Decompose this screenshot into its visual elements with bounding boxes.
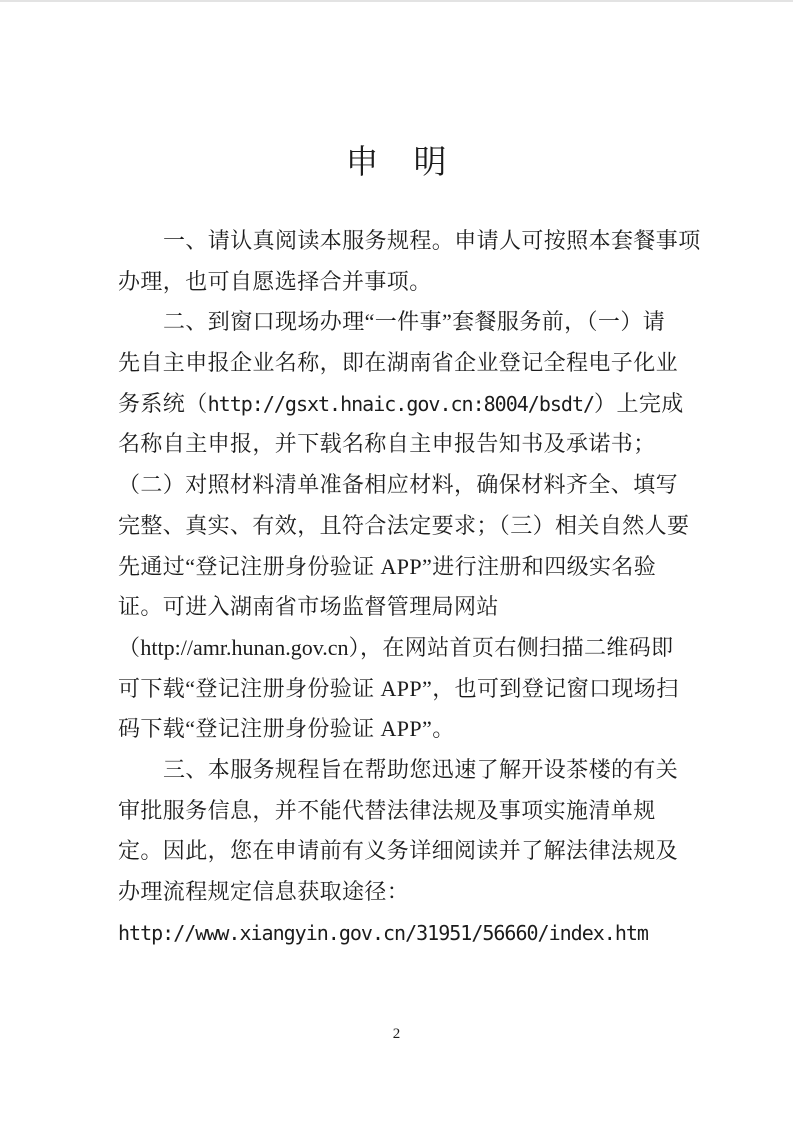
paragraph-text: 审批服务信息，并不能代替法律法规及事项实施清单规: [118, 797, 656, 823]
paragraph-text: 先通过“登记注册身份验证 APP”进行注册和四级实名验: [118, 553, 657, 579]
text-line: [118, 628, 678, 669]
url-text: http://www.xiangyin.gov.cn/31951/56660/index.htm: [118, 920, 648, 945]
paragraph-text: 先自主申报企业名称，即在湖南省企业登记全程电子化业: [118, 350, 679, 376]
paragraph-text: 完整、真实、有效，且符合法定要求；（三）相关自然人要: [118, 512, 690, 538]
text-line: [118, 791, 678, 832]
text-line: [118, 669, 678, 710]
document-body: [118, 221, 701, 953]
paragraph-text: 定。因此，您在申请前有义务详细阅读并了解法律法规及: [118, 838, 679, 864]
page-title: 申 明: [345, 145, 448, 181]
paragraph-text: 码下载“登记注册身份验证 APP”。: [118, 716, 455, 742]
paragraph-text: 二、到窗口现场办理“一件事”套餐服务前，（一）请: [163, 309, 666, 335]
paragraph-text: 三、本服务规程旨在帮助您迅速了解开设茶楼的有关: [163, 756, 679, 782]
text-line: [118, 913, 678, 954]
paragraph-text: 一、请认真阅读本服务规程。申请人可按照本套餐事项: [163, 228, 701, 253]
paragraph-text: （二）对照材料清单准备相应材料，确保材料齐全、填写: [118, 472, 679, 498]
paragraph-text: 办理，也可自愿选择合并事项。: [118, 268, 432, 294]
text-line: [118, 384, 684, 425]
text-line: [118, 506, 690, 547]
text-line: [118, 587, 678, 628]
paragraph-text: （: [118, 634, 141, 660]
text-line: [118, 872, 678, 913]
text-line: [118, 424, 678, 465]
paragraph-text: ）上完成: [594, 390, 684, 416]
paragraph-text: 可下载“登记注册身份验证 APP”，也可到登记窗口现场扫: [118, 675, 679, 701]
text-line: [118, 343, 678, 384]
text-line: [118, 465, 678, 506]
page-number: 2: [392, 1026, 401, 1042]
text-line: [118, 709, 678, 750]
paragraph-text: 证。可进入湖南省市场监督管理局网站: [118, 594, 499, 620]
paragraph-text: 务系统（: [118, 390, 208, 416]
paragraph-text: 办理流程规定信息获取途径：: [118, 879, 410, 904]
text-line: [118, 831, 678, 872]
text-line: [118, 547, 678, 588]
url-text: http://gsxt.hnaic.gov.cn:8004/bsdt/: [207, 391, 595, 416]
text-line: [118, 302, 678, 343]
text-line: [118, 262, 678, 303]
text-line: [118, 221, 701, 262]
paragraph-text: ），在网站首页右侧扫描二维码即: [348, 634, 674, 660]
paragraph-text: 名称自主申报，并下载名称自主申报告知书及承诺书；: [118, 431, 656, 457]
url-text: http://amr.hunan.gov.cn: [140, 634, 349, 660]
text-line: [118, 750, 678, 791]
